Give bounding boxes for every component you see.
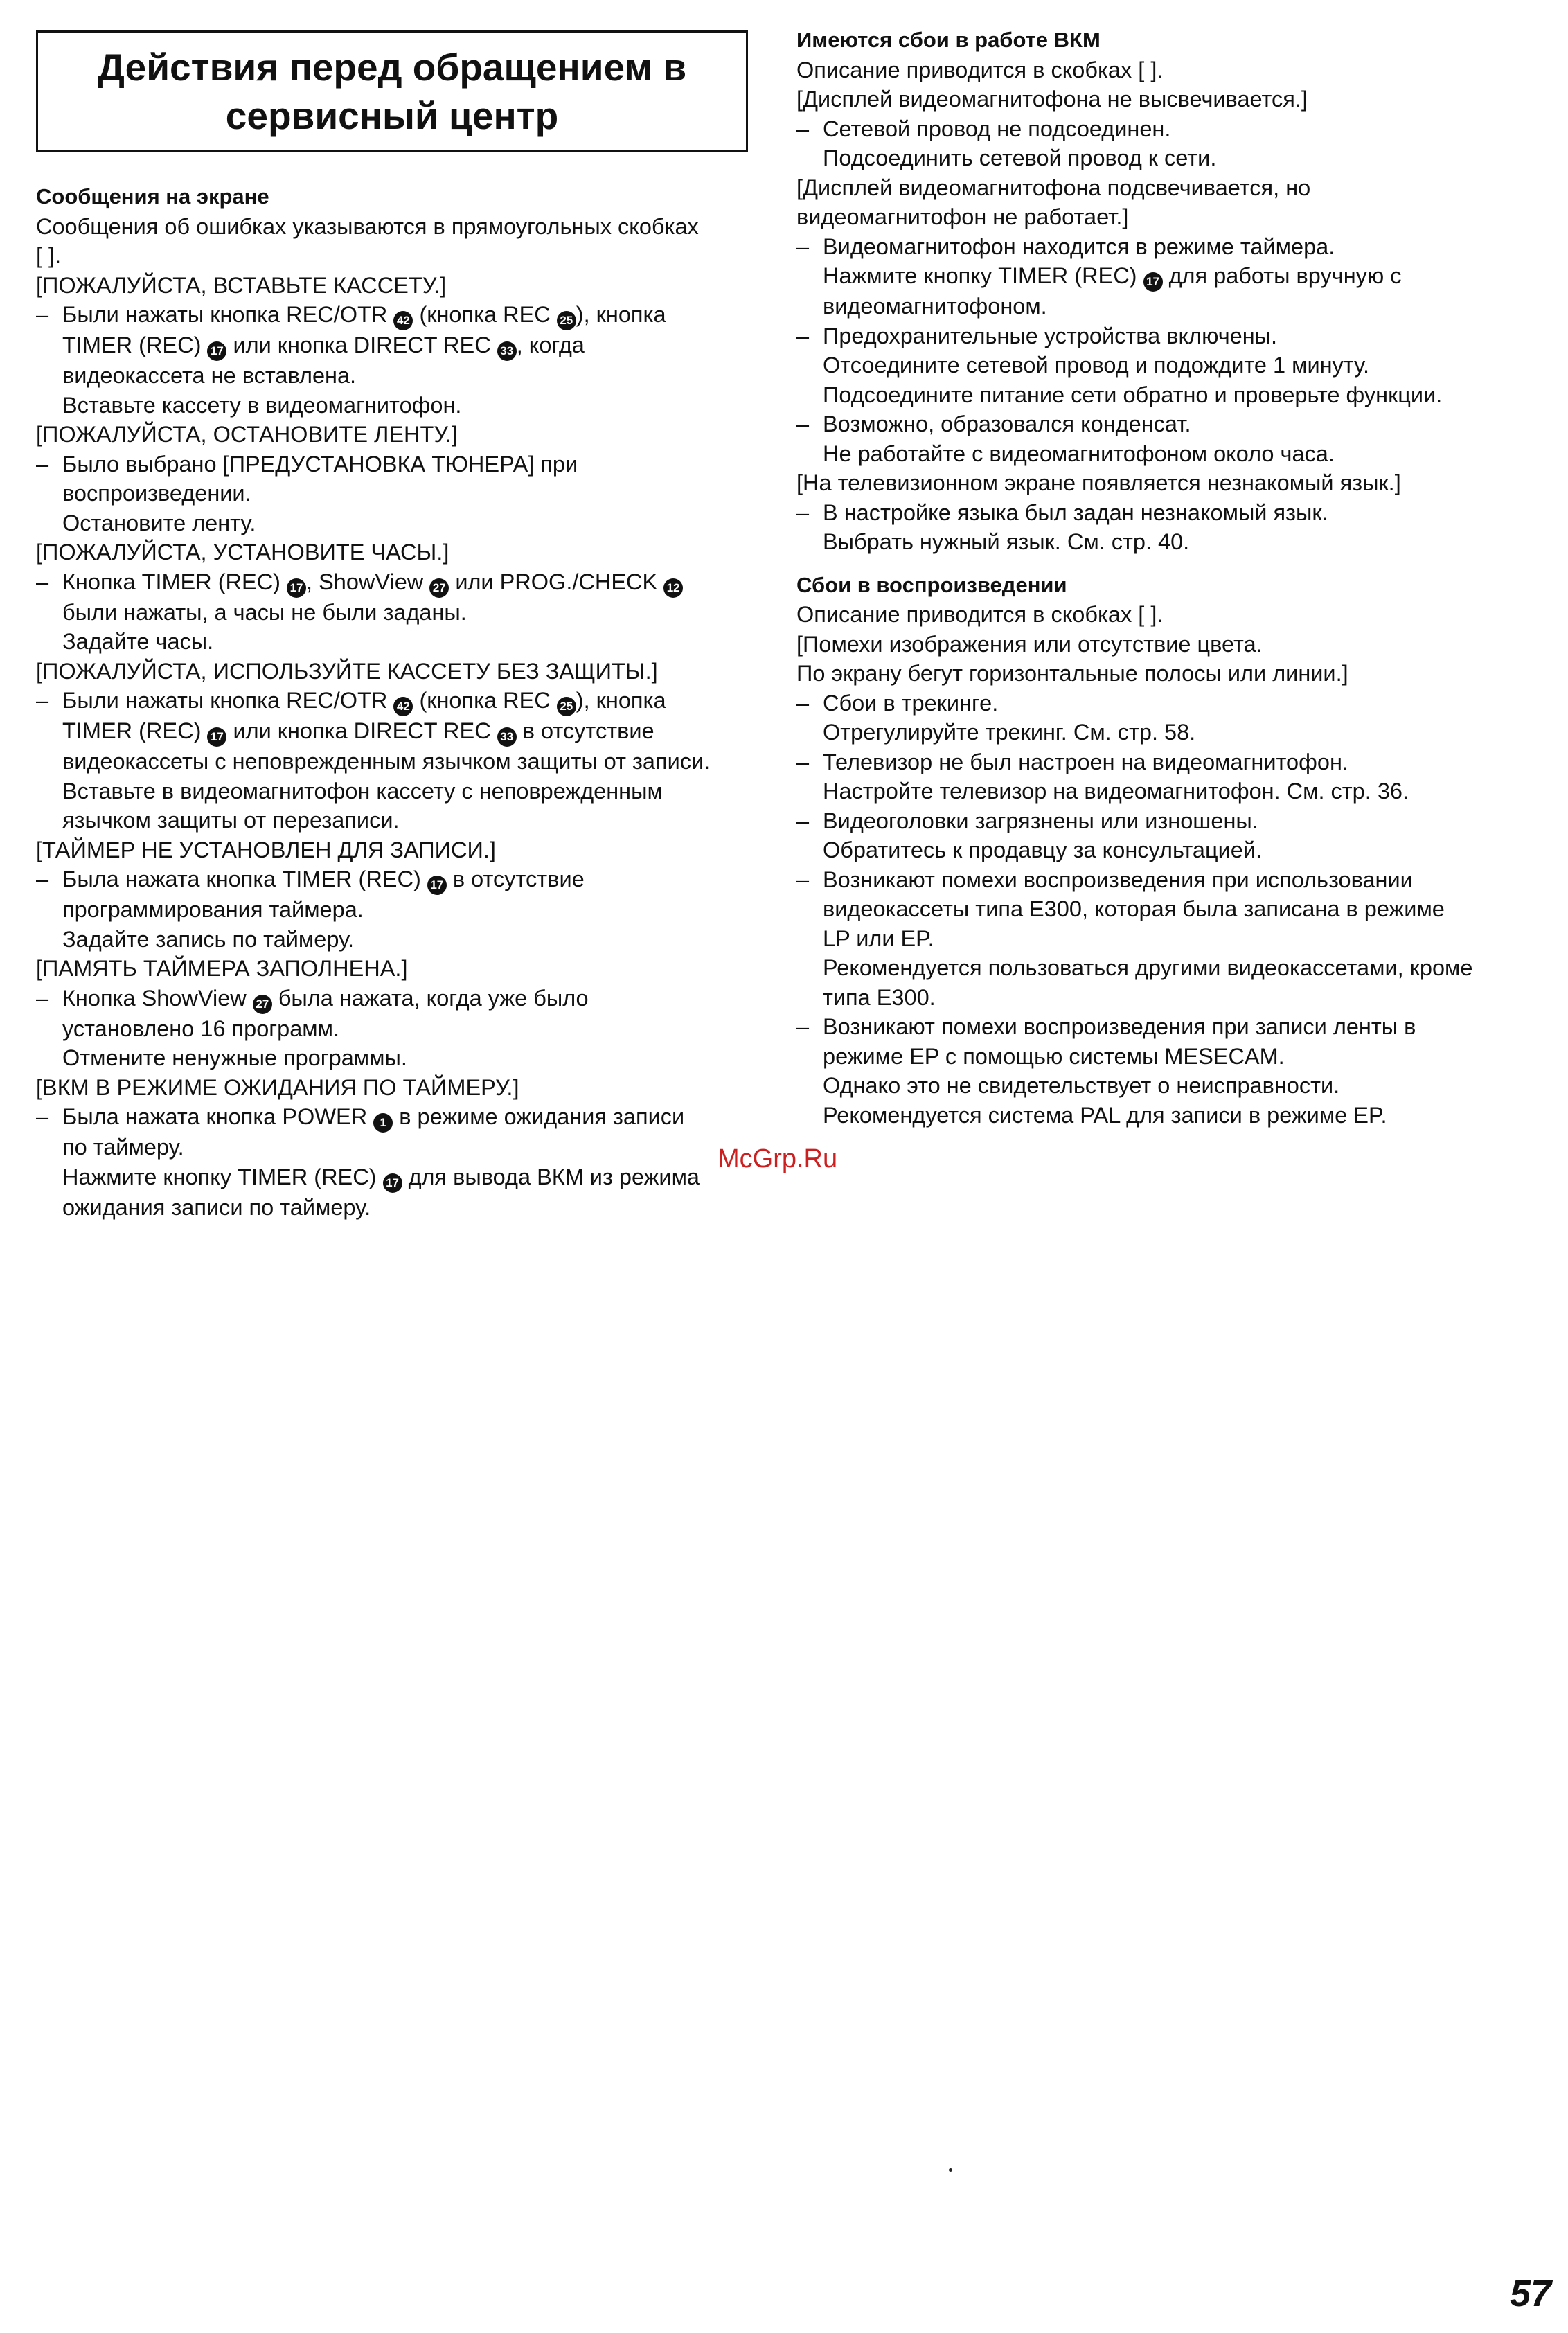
list-text: программирования таймера. — [62, 897, 364, 922]
list-text: видеокассеты с неповрежденным язычком защиты от записи. — [62, 749, 711, 774]
list-text: Не работайте с видеомагнитофоном около часа. — [823, 441, 1335, 466]
list-item: – Возможно, образовался конденсат. — [796, 411, 1191, 436]
button-number-icon: 17 — [427, 876, 447, 895]
left-column — [36, 182, 763, 1222]
list-text: были нажаты, а часы не были заданы. — [62, 599, 467, 625]
watermark: McGrp.Ru — [718, 1144, 838, 1173]
list-text: Подсоединить сетевой провод к сети. — [823, 145, 1217, 170]
list-text: Выбрать нужный язык. См. стр. 40. — [823, 529, 1190, 554]
button-number-icon: 27 — [253, 995, 272, 1014]
message-title: [ПАМЯТЬ ТАЙМЕРА ЗАПОЛНЕНА.] — [36, 956, 408, 981]
message-title: [ТАЙМЕР НЕ УСТАНОВЛЕН ДЛЯ ЗАПИСИ.] — [36, 837, 496, 862]
button-number-icon: 17 — [287, 578, 306, 598]
message-title: [ВКМ В РЕЖИМЕ ОЖИДАНИЯ ПО ТАЙМЕРУ.] — [36, 1074, 519, 1100]
list-text: язычком защиты от перезаписи. — [62, 808, 400, 833]
list-item: – Кнопка ShowView 27 была нажата, когда уже было — [36, 984, 763, 1014]
button-number-icon: 33 — [497, 341, 517, 361]
list-text: видеокассета не вставлена. — [62, 363, 357, 388]
button-number-icon: 17 — [1143, 272, 1163, 292]
message-title: [ПОЖАЛУЙСТА, УСТАНОВИТЕ ЧАСЫ.] — [36, 540, 449, 565]
list-text: Настройте телевизор на видеомагнитофон. См. стр. 36. — [823, 779, 1409, 804]
list-item: – Были нажаты кнопка REC/OTR 42 (кнопка REC 25 ), кнопка — [36, 686, 763, 716]
list-item: – В настройке языка был задан незнакомый язык. — [796, 499, 1328, 525]
intro-line: Описание приводится в скобках [ ]. — [796, 57, 1164, 82]
list-item: – Были нажаты кнопка REC/OTR 42 (кнопка REC 25 ), кнопка — [36, 300, 763, 330]
list-text: Вставьте в видеомагнитофон кассету с неповрежденным — [62, 778, 663, 804]
button-number-icon: 27 — [429, 578, 449, 598]
list-text: Отрегулируйте трекинг. См. стр. 58. — [823, 720, 1196, 745]
button-number-icon: 17 — [207, 727, 226, 747]
title-box — [36, 30, 748, 152]
list-text: ожидания записи по таймеру. — [62, 1194, 371, 1220]
scan-speck — [949, 2168, 952, 2172]
page-number: 57 — [1510, 2273, 1552, 2314]
symptom-title: [Дисплей видеомагнитофона подсвечивается, но — [796, 175, 1311, 200]
list-item: – Возникают помехи воспроизведения при использовании — [796, 867, 1413, 892]
list-text: воспроизведении. — [62, 481, 251, 506]
list-item: – Была нажата кнопка TIMER (REC) 17 в отсутствие — [36, 864, 763, 895]
list-text: установлено 16 программ. — [62, 1015, 340, 1041]
list-text: TIMER (REC) 17 или кнопка DIRECT REC 33 в отсутствие — [36, 716, 763, 747]
symptom-title: По экрану бегут горизонтальные полосы или линии.] — [796, 661, 1348, 686]
symptom-title: [На телевизионном экране появляется незнакомый язык.] — [796, 470, 1401, 495]
list-text: TIMER (REC) 17 или кнопка DIRECT REC 33 , когда — [36, 330, 763, 361]
list-text: видеокассеты типа E300, которая была записана в режиме — [823, 896, 1445, 921]
symptom-title: [Помехи изображения или отсутствие цвета. — [796, 631, 1263, 657]
list-item: – Была нажата кнопка POWER 1 в режиме ожидания записи — [36, 1102, 763, 1133]
intro-line: Сообщения об ошибках указываются в прямоугольных скобках — [36, 213, 699, 239]
list-text: режиме EP с помощью системы MESECAM. — [823, 1043, 1285, 1069]
right-column — [796, 26, 1517, 1130]
button-number-icon: 25 — [557, 697, 576, 716]
list-item: – Видеоголовки загрязнены или изношены. — [796, 808, 1258, 833]
button-number-icon: 42 — [393, 311, 413, 330]
list-text: Рекомендуется система PAL для записи в режиме EP. — [823, 1102, 1387, 1128]
intro-line: [ ]. — [36, 243, 62, 268]
list-text: Вставьте кассету в видеомагнитофон. — [62, 392, 462, 418]
list-text: Обратитесь к продавцу за консультацией. — [823, 837, 1263, 862]
section-heading-vcr-faults: Имеются сбои в работе ВКМ — [796, 28, 1101, 52]
symptom-title: видеомагнитофон не работает.] — [796, 204, 1129, 229]
list-item: – Было выбрано [ПРЕДУСТАНОВКА ТЮНЕРА] при — [36, 451, 578, 477]
section-heading-screen-messages: Сообщения на экране — [36, 184, 269, 209]
list-text: Отмените ненужные программы. — [62, 1045, 407, 1070]
symptom-title: [Дисплей видеомагнитофона не высвечивается.] — [796, 87, 1308, 112]
list-text: Нажмите кнопку TIMER (REC) 17 для вывода ВКМ из режима — [36, 1162, 763, 1193]
list-item: – Возникают помехи воспроизведения при записи ленты в — [796, 1014, 1416, 1039]
message-title: [ПОЖАЛУЙСТА, ИСПОЛЬЗУЙТЕ КАССЕТУ БЕЗ ЗАЩИТЫ.] — [36, 658, 658, 684]
list-text: Подсоедините питание сети обратно и проверьте функции. — [823, 382, 1443, 407]
list-item: – Сбои в трекинге. — [796, 690, 999, 716]
button-number-icon: 17 — [383, 1173, 402, 1193]
list-text: Однако это не свидетельствует о неисправности. — [823, 1073, 1340, 1098]
list-text: Задайте часы. — [62, 629, 214, 654]
button-number-icon: 12 — [663, 578, 683, 598]
button-number-icon: 42 — [393, 697, 413, 716]
button-number-icon: 33 — [497, 727, 517, 747]
list-text: Нажмите кнопку TIMER (REC) 17 для работы вручную с — [796, 261, 1517, 292]
list-item: – Сетевой провод не подсоединен. — [796, 116, 1171, 141]
list-text: типа E300. — [823, 984, 936, 1010]
list-text: Рекомендуется пользоваться другими видеокассетами, кроме — [823, 955, 1473, 980]
list-item: – Предохранительные устройства включены. — [796, 323, 1278, 348]
list-item: – Видеомагнитофон находится в режиме таймера. — [796, 233, 1335, 259]
message-title: [ПОЖАЛУЙСТА, ВСТАВЬТЕ КАССЕТУ.] — [36, 272, 447, 298]
button-number-icon: 17 — [207, 341, 226, 361]
list-text: по таймеру. — [62, 1135, 184, 1160]
intro-line: Описание приводится в скобках [ ]. — [796, 602, 1164, 627]
button-number-icon: 1 — [373, 1113, 393, 1133]
list-item: – Телевизор не был настроен на видеомагнитофон. — [796, 749, 1348, 774]
button-number-icon: 25 — [557, 311, 576, 330]
list-text: Остановите ленту. — [62, 510, 256, 535]
message-title: [ПОЖАЛУЙСТА, ОСТАНОВИТЕ ЛЕНТУ.] — [36, 422, 458, 447]
page-title-line-2: сервисный центр — [225, 94, 559, 137]
list-text: LP или EP. — [823, 925, 934, 951]
page-title-line-1: Действия перед обращением в — [97, 46, 687, 89]
list-text: Задайте запись по таймеру. — [62, 926, 355, 952]
list-item: – Кнопка TIMER (REC) 17 , ShowView 27 или PROG./CHECK 12 — [36, 567, 763, 598]
list-text: видеомагнитофоном. — [823, 294, 1047, 319]
list-text: Отсоедините сетевой провод и подождите 1 минуту. — [823, 353, 1370, 378]
section-heading-playback-faults: Сбои в воспроизведении — [796, 572, 1067, 597]
